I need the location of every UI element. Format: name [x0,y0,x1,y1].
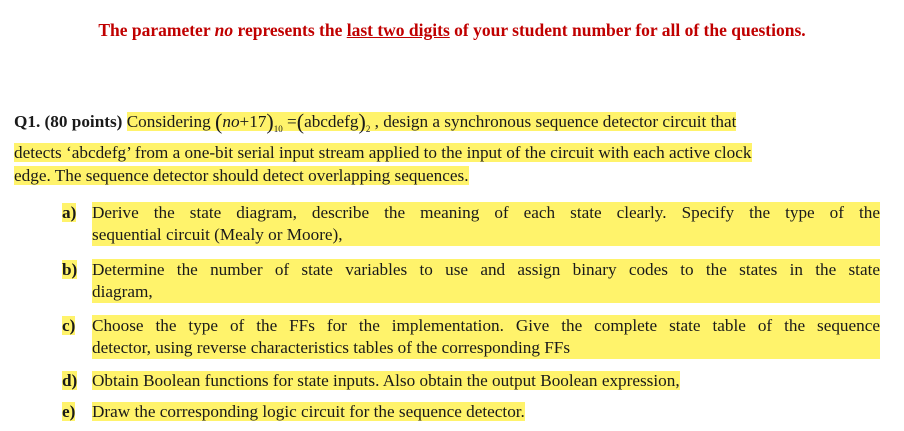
subquestion-b-label: b) [62,260,78,279]
notice-suffix: of your student number for all of the questions. [449,20,806,40]
question-line-2 [14,141,884,164]
subquestion-a-text [92,202,880,246]
subquestion-a-line2: sequential circuit (Mealy or Moore), [92,225,343,244]
formula-lhs-var: no [222,112,240,131]
formula-rhs-base: 2 [365,124,371,134]
subquestion-c-line2: detector, using reverse characteristics tables of the corresponding FFs [92,338,571,357]
notice-param: no [214,20,234,40]
subquestion-c-text [92,315,880,359]
notice-middle: represents the [233,20,347,40]
notice-banner [0,20,904,41]
question-line1-end: , design a synchronous sequence detector circuit that [374,112,737,131]
subquestion-c [62,315,880,359]
subquestion-e-text [92,401,880,423]
subquestion-b [62,259,880,303]
question-line2-text: detects ‘abcdefg’ from a one-bit serial input stream applied to the input of the circuit with each active clock [14,143,752,162]
subquestion-d-label: d) [62,371,78,390]
question-block [14,110,884,187]
question-line-1 [14,110,884,141]
subquestion-c-label: c) [62,316,76,335]
subquestion-d [62,370,880,392]
subquestion-c-line1: Choose the type of the FFs for the implementation. Give the complete state table of the sequence [92,316,880,335]
subquestion-b-line2: diagram, [92,282,153,301]
notice-prefix: The parameter [98,20,215,40]
question-formula: $(no+17)_{10}$ $=(abcdefg)_2$ [215,109,371,134]
subquestion-e-line1: Draw the corresponding logic circuit for the sequence detector. [92,402,525,421]
subquestion-b-line1: Determine the number of state variables to use and assign binary codes to the states in the state [92,260,880,279]
question-line3-text: edge. The sequence detector should detect overlapping sequences. [14,166,469,185]
formula-lhs-rest: +17 [239,112,267,131]
formula-rhs: abcdefg [304,112,359,131]
formula-equals: = [287,112,297,131]
subquestion-d-line1: Obtain Boolean functions for state inputs. Also obtain the output Boolean expression, [92,371,680,390]
question-label: Q1. (80 points) [14,112,123,131]
subquestion-a-line1: Derive the state diagram, describe the meaning of each state clearly. Specify the type of the [92,203,880,222]
subquestion-e [62,401,880,423]
subquestion-a [62,202,880,246]
subquestion-a-label: a) [62,203,77,222]
notice-underlined: last two digits [346,20,450,40]
subquestion-e-label: e) [62,402,76,421]
question-intro: Considering [126,112,211,131]
question-line-3 [14,164,884,187]
subquestion-d-text [92,370,880,392]
question-intro-highlight [126,109,737,134]
formula-lhs-base: 10 [273,124,283,134]
subquestion-b-text [92,259,880,303]
